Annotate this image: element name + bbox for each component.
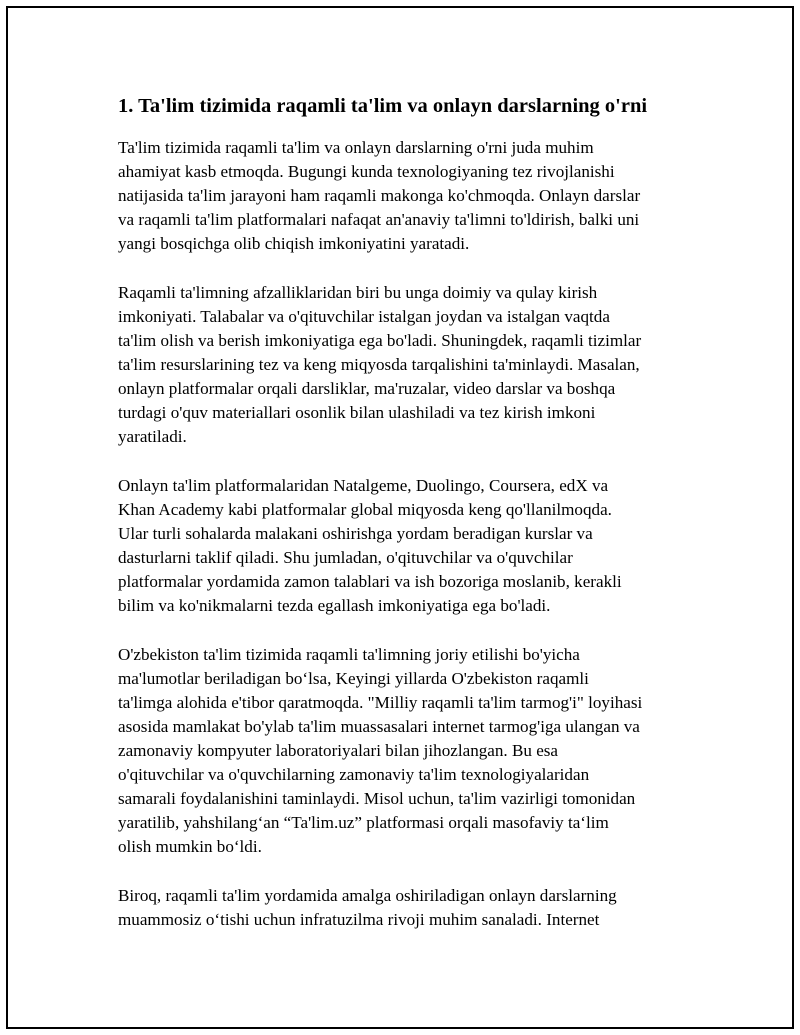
section-heading: 1. Ta'lim tizimida raqamli ta'lim va onlayn darslarning o'rni bbox=[118, 95, 648, 117]
text-line: zamonaviy kompyuter laboratoriyalari bilan jihozlangan. Bu esa bbox=[118, 741, 559, 760]
paragraph-platforms bbox=[118, 474, 678, 618]
text-line: platformalar yordamida zamon talablari va ish bozoriga moslanib, kerakli bbox=[118, 572, 622, 591]
text-line: turdagi o'quv materiallari osonlik bilan ulashiladi va tez kirish imkoni bbox=[118, 403, 596, 422]
text-line: o'qituvchilar va o'quvchilarning zamonaviy ta'lim texnologiyalaridan bbox=[118, 765, 590, 784]
text-line: Ular turli sohalarda malakani oshirishga yordam beradigan kurslar va bbox=[118, 524, 593, 543]
text-line: muammosiz o‘tishi uchun infratuzilma rivoji muhim sanaladi. Internet bbox=[118, 910, 600, 929]
text-line: ma'lumotlar beriladigan bo‘lsa, Keyingi yillarda O'zbekiston raqamli bbox=[118, 669, 589, 688]
paragraph-infrastructure bbox=[118, 884, 678, 932]
text-line: Raqamli ta'limning afzalliklaridan biri bu unga doimiy va qulay kirish bbox=[118, 283, 598, 302]
text-line: dasturlarni taklif qiladi. Shu jumladan, o'qituvchilar va o'quvchilar bbox=[118, 548, 573, 567]
text-line: asosida mamlakat bo'ylab ta'lim muassasalari internet tarmog'iga ulangan va bbox=[118, 717, 640, 736]
text-line: yaratiladi. bbox=[118, 427, 187, 446]
text-line: yaratilib, yahshilang‘an “Ta'lim.uz” platformasi orqali masofaviy ta‘lim bbox=[118, 813, 609, 832]
text-line: va raqamli ta'lim platformalari nafaqat an'anaviy ta'limni to'ldirish, balki uni bbox=[118, 210, 640, 229]
document-body bbox=[118, 92, 678, 957]
text-line: O'zbekiston ta'lim tizimida raqamli ta'limning joriy etilishi bo'yicha bbox=[118, 645, 580, 664]
paragraph-uzbekistan bbox=[118, 643, 678, 859]
text-line: bilim va ko'nikmalarni tezda egallash imkoniyatiga ega bo'ladi. bbox=[118, 596, 551, 615]
text-line: yangi bosqichga olib chiqish imkoniyatini yaratadi. bbox=[118, 234, 470, 253]
paragraph-advantages bbox=[118, 281, 678, 449]
text-line: Ta'lim tizimida raqamli ta'lim va onlayn darslarning o'rni juda muhim bbox=[118, 138, 594, 157]
text-line: ta'lim resurslarining tez va keng miqyosda tarqalishini ta'minlaydi. Masalan, bbox=[118, 355, 640, 374]
text-line: imkoniyati. Talabalar va o'qituvchilar istalgan joydan va istalgan vaqtda bbox=[118, 307, 610, 326]
text-line: ta'lim olish va berish imkoniyatiga ega bo'ladi. Shuningdek, raqamli tizimlar bbox=[118, 331, 642, 350]
text-line: onlayn platformalar orqali darsliklar, ma'ruzalar, video darslar va boshqa bbox=[118, 379, 616, 398]
paragraph-intro bbox=[118, 136, 678, 256]
text-line: ta'limga alohida e'tibor qaratmoqda. "Milliy raqamli ta'lim tarmog'i" loyihasi bbox=[118, 693, 643, 712]
text-line: natijasida ta'lim jarayoni ham raqamli makonga ko'chmoqda. Onlayn darslar bbox=[118, 186, 641, 205]
text-line: Khan Academy kabi platformalar global miqyosda keng qo'llanilmoqda. bbox=[118, 500, 612, 519]
text-line: ahamiyat kasb etmoqda. Bugungi kunda texnologiyaning tez rivojlanishi bbox=[118, 162, 615, 181]
text-line: Biroq, raqamli ta'lim yordamida amalga oshiriladigan onlayn darslarning bbox=[118, 886, 617, 905]
text-line: Onlayn ta'lim platformalaridan Natalgeme, Duolingo, Coursera, edX va bbox=[118, 476, 609, 495]
text-line: samarali foydalanishini taminlaydi. Misol uchun, ta'lim vazirligi tomonidan bbox=[118, 789, 636, 808]
text-line: olish mumkin bo‘ldi. bbox=[118, 837, 262, 856]
